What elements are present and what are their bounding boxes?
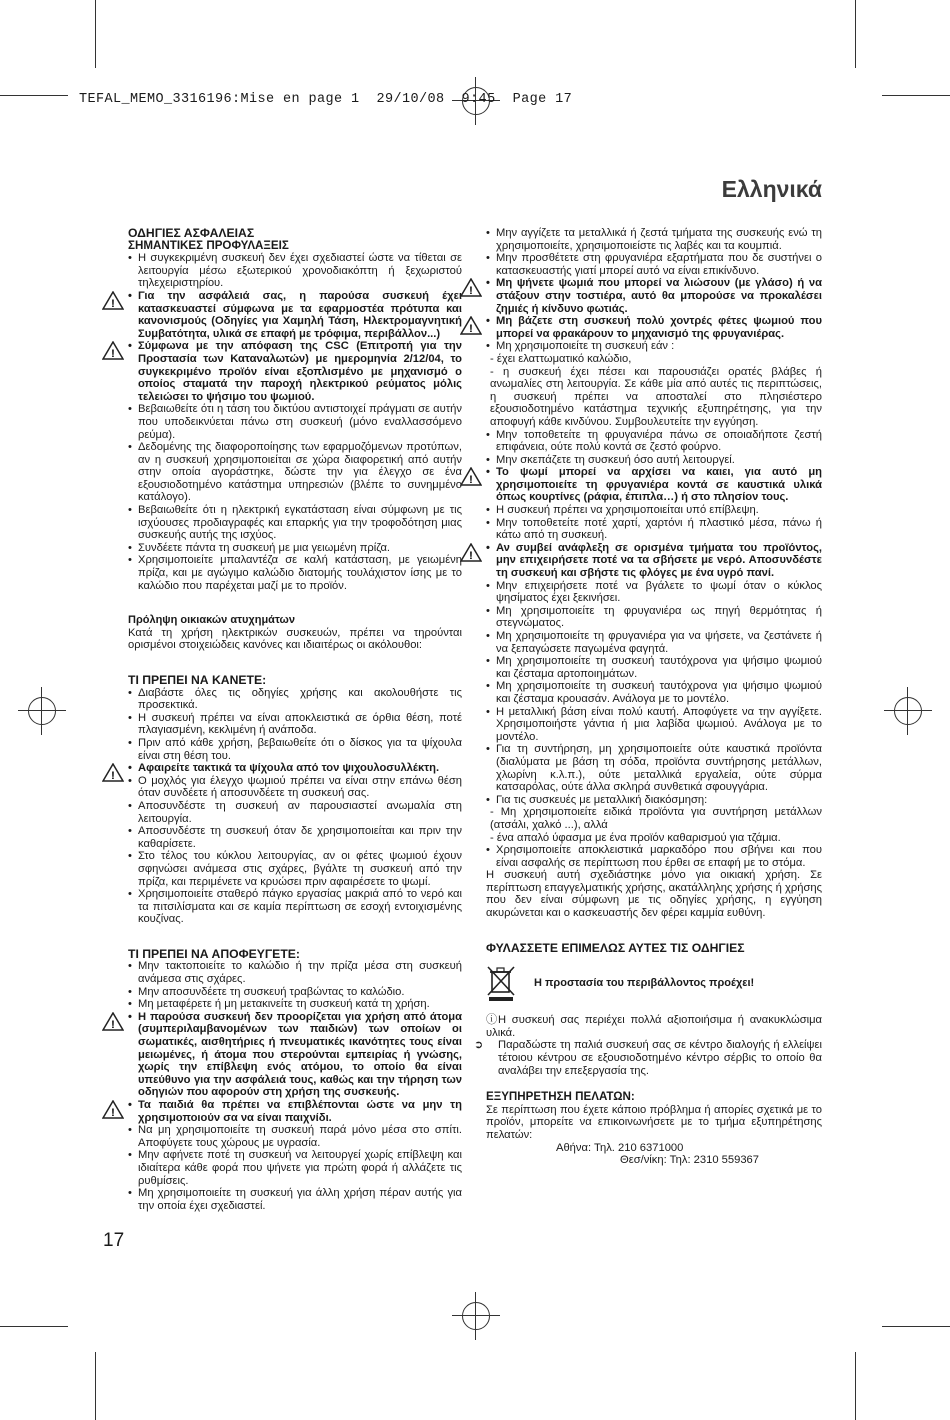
info-circle-icon: ⓘ [486, 1014, 498, 1027]
warning-triangle-icon [102, 291, 124, 310]
crop-mark [95, 1352, 96, 1420]
warning-item: • Το ψωμί μπορεί να αρχίσει να καιει, για αυτό μη χρησιμοποιείτε τη φρυγανιέρα κοντά σε καυστικά υλικά όπως κουρτίνες (ράφια, έπιπλα…) ή στο πλησίον τους. ! [486, 466, 822, 504]
list-item: • Η μεταλλική βάση είναι πολύ καυτή. Αποφύγετε να την αγγίξετε. Χρησιμοποιήστε γάντια ή μια λαβίδα ψωμιού. Ανάλογα με το μοντέλο. [486, 706, 822, 744]
list-item: • Στο τέλος του κύκλου λειτουργίας, αν οι φέτες ψωμιού έχουν σφηνώσει ανάμεσα στις σχάρες, βγάλτε τη συσκευή από την πρίζα, και περιμένετε να κρυώσει πριν αφαιρέσετε το ψωμί. [128, 850, 462, 888]
list-item: • Ο μοχλός για έλεγχο ψωμιού πρέπει να είναι στην επάνω θέση όταν συνδέετε ή αποσυνδέετε τη συσκευή σας. [128, 775, 462, 800]
dash-item: - η συσκευή έχει πέσει και παρουσιάζει ορατές βλάβες ή ανωμαλίες στη λειτουργία. Σε κάθε μία από αυτές τις περιπτώσεις, η συσκευή πρέπει να αποσταλεί στο πλησιέστερο εξουσιοδοτημένο κατάστημα τεχνικής εξυπηρέτησης, για την αποφυγή κάθε κινδύνου. Συμβουλευτείτε την εγγύηση. [490, 365, 822, 428]
do-list [111, 686, 462, 926]
customer-service-title: ΕΞΥΠΗΡΕΤΗΣΗ ΠΕΛΑΤΩΝ: [486, 1090, 635, 1104]
svg-text:!: ! [469, 549, 473, 562]
warning-item: • Μη βάζετε στη συσκευή πολύ χοντρές φέτες ψωμιού που μπορεί να φρακάρουν το μηχανισμό της φρυγανιέρας. ! [486, 315, 822, 340]
print-slug: TEFAL_MEMO_3316196:Mise en page 1 29/10/08 9:45 Page 17 [79, 92, 573, 107]
svg-text:!: ! [469, 474, 473, 487]
list-item: • Μην τοποθετείτε ποτέ χαρτί, χαρτόνι ή πλαστικό μέσα, πάνω ή κάτω από τη συσκευή. [486, 517, 822, 542]
keep-instructions-title: ΦΥΛΑΣΣΕΤΕ ΕΠΙΜΕΛΩΣ ΑΥΤΕΣ ΤΙΣ ΟΔΗΓΙΕΣ [486, 940, 745, 955]
right-list-a [469, 227, 822, 353]
list-item: • Χρησιμοποιείτε μπαλαντέζα σε καλή κατάσταση, με γειωμένη πρίζα, και με αγώγιμο καλώδιο διατομής τουλάχιστον ίσης με το καλώδιο που παρέχεται μαζί με το προϊόν. [128, 554, 462, 592]
warning-item: • Αφαιρείτε τακτικά τα ψίχουλα από τον ψιχουλοσυλλέκτη. ! [128, 762, 462, 775]
warning-triangle-icon [102, 763, 124, 782]
recycle-arrow-icon: ➲ [474, 1039, 484, 1052]
list-item: • Βεβαιωθείτε ότι η ηλεκτρική εγκατάσταση είναι σύμφωνη με τις ισχύουσες προδιαγραφές και επαρκής για την τροφοδότηση μιας συσκευής αυτής της ισχύος. [128, 504, 462, 542]
warning-triangle-icon [102, 341, 124, 360]
svg-text:!: ! [111, 1107, 115, 1119]
crop-mark [0, 95, 68, 96]
crop-mark [855, 1352, 856, 1420]
list-item: • Για τις συσκευές με μεταλλική διακόσμηση: [486, 794, 822, 807]
crop-mark [855, 0, 856, 68]
right-column [469, 227, 822, 1167]
list-item: • Η συσκευή πρέπει να είναι αποκλειστικά σε όρθια θέση, ποτέ πλαγιασμένη, κεκλιμένη ή ανάποδα. [128, 712, 462, 737]
list-item: • Μη χρησιμοποιείτε τη συσκευή για άλλη χρήση πέραν αυτής για την οποία έχει σχεδιαστεί. [128, 1187, 462, 1212]
list-item: • Μην σκεπάζετε τη συσκευή όσο αυτή λειτουργεί. [486, 454, 822, 467]
svg-text:!: ! [111, 770, 115, 783]
right-dash-list-b [486, 806, 822, 844]
environment-row [486, 964, 822, 1002]
list-item: • Πριν από κάθε χρήση, βεβαιωθείτε ότι ο δίσκος για τα ψίχουλα είναι στη θέση του. [128, 737, 462, 762]
crop-mark [95, 0, 96, 68]
svg-text:!: ! [469, 285, 473, 298]
important-list [111, 252, 462, 592]
list-item: • Μη χρησιμοποιείτε τη συσκευή εάν : [486, 340, 822, 353]
prevention-text: Κατά τη χρήση ηλεκτρικών συσκευών, πρέπει να τηρούνται ορισμένοι στοιχειώδεις κανόνες και ιδιαιτέρως οι ακόλουθοι: [128, 626, 462, 652]
right-list-b [469, 428, 822, 807]
warning-triangle-icon [460, 278, 482, 297]
crop-mark [882, 1326, 950, 1327]
language-title: Ελληνικά [721, 176, 822, 202]
list-item: • Αποσυνδέστε τη συσκευή αν παρουσιαστεί ανωμαλία στη λειτουργία. [128, 800, 462, 825]
environment-line-1: ⓘΗ συσκευή σας περιέχει πολλά αξιοποιήσιμα ή ανακυκλώσιμα υλικά. [486, 1014, 822, 1039]
list-item: • Για τη συντήρηση, μη χρησιμοποιείτε ούτε καυστικά προϊόντα (διαλύματα με βάση τη σόδα, προϊόντα συντήρησης μετάλλων, χλωρίνη κ.λ.π.), ούτε μεταλλικά εργαλεία, ούτε σύρμα κατσαρόλας, ούτε άλλα σκληρά συνθετικά σφουγγάρια. [486, 743, 822, 793]
right-dash-list-a [486, 353, 822, 429]
prevention-title: Πρόληψη οικιακών ατυχημάτων [128, 614, 295, 627]
svg-text:!: ! [111, 1018, 115, 1031]
crossed-out-bin-icon [486, 964, 516, 1002]
warning-item: • Για την ασφάλειά σας, η παρούσα συσκευή έχει κατασκευαστεί σύμφωνα με τα εφαρμοστέα πρότυπα και κανονισμούς (Οδηγίες για Χαμηλή Τάση, Ηλεκτρομαγνητική Συμβατότητα, υλικά σε επαφή με τρόφιμα, περιβάλλον...) ! [128, 290, 462, 340]
list-item: • Μη χρησιμοποιείτε τη φρυγανιέρα για να ψήσετε, να ζεστάνετε ή να ξεπαγώσετε παγωμένα φαγητά. [486, 630, 822, 655]
marker-item: • Χρησιμοποιείτε αποκλειστικά μαρκαδόρο που σβήνει και που είναι ασφαλής σε περίπτωση που έρθει σε επαφή με το στόμα. [486, 844, 822, 869]
warning-item: • Η παρούσα συσκευή δεν προορίζεται για χρήση από άτομα (συμπεριλαμβανομένων των παιδιών) των οποίων οι σωματικές, αισθητήριες ή πνευματικές ικανότητες τους είναι μειωμένες, ή άτομα που στερούνται εμπειρίας ή γνώσης, χωρίς την επίβλεψη ενός ατόμου, το οποίο θα είναι υπεύθυνο για την ασφάλειά τους, καθώς και την τήρηση των οδηγιών που αφορούν στη χρήση της συσκευής. ! [128, 1011, 462, 1099]
warning-item: • Μη ψήνετε ψωμιά που μπορεί να λιώσουν (με γλάσο) ή να στάξουν στην τοστιέρα, αυτό θα μπορούσε να προκαλέσει ζημιές ή κίνδυνο φωτιάς. ! [486, 277, 822, 315]
svg-text:!: ! [111, 297, 115, 310]
crop-mark [882, 95, 950, 96]
avoid-title: ΤΙ ΠΡΕΠΕΙ ΝΑ ΑΠΟΦΕΥΓΕΤΕ: [128, 946, 300, 961]
phone-athens: Αθήνα: Τηλ. 210 6371000 [556, 1141, 684, 1154]
warning-item: • Τα παιδιά θα πρέπει να επιβλέπονται ώστε να μην τη χρησιμοποιούν σα να είναι παιχνίδι. ! [128, 1099, 462, 1124]
list-item: • Μη χρησιμοποιείτε τη φρυγανιέρα ως πηγή θερμότητας ή στεγνώματος. [486, 605, 822, 630]
list-item: • Μη μεταφέρετε ή μη μετακινείτε τη συσκευή κατά τη χρήση. [128, 998, 462, 1011]
list-item: • Χρησιμοποιείτε σταθερό πάγκο εργασίας μακριά από το νερό και τα πιτσιλίσματα και σε καμία περίπτωση σε εσοχή εντοιχισμένης κουζίνας. [128, 888, 462, 926]
do-title: ΤΙ ΠΡΕΠΕΙ ΝΑ ΚΑΝΕΤΕ: [128, 673, 267, 687]
registration-mark-left [24, 693, 60, 729]
safety-section-title: ΟΔΗΓΙΕΣ ΑΣΦΑΛΕΙΑΣ [128, 226, 255, 240]
svg-text:!: ! [111, 348, 115, 361]
warning-item: • Σύμφωνα με την απόφαση της CSC (Επιτροπή για την Προστασία των Καταναλωτών) με ημερομηνία 2/12/04, το συγκεκριμένο προϊόν είναι εξοπλισμένο με μηχανισμό ο οποίος σταματά την παροχή ηλεκτρικού ρεύματος μόλις τελειώσει το ψήσιμο του ψωμιού. ! [128, 340, 462, 403]
page-number: 17 [103, 1230, 125, 1251]
household-text: Η συσκευή αυτή σχεδιάστηκε μόνο για οικιακή χρήση. Σε περίπτωση επαγγελματικής χρήσης, ακατάλληλης χρήσης ή χρήσης που δεν είναι σύμφωνη με τις οδηγίες χρήσης, η εγγύηση ακυρώνεται και ο κασκευαστής δεν φέρει καμμία ευθύνη. [486, 869, 822, 920]
warning-triangle-icon [102, 1012, 124, 1031]
list-item: • Η συγκεκριμένη συσκευή δεν έχει σχεδιαστεί ώστε να τίθεται σε λειτουργία μέσω εξωτερικού χρονοδιακόπτη ή ξεχωριστού τηλεχειριστηρίου. [128, 252, 462, 290]
registration-mark-right [890, 693, 926, 729]
dash-item: - έχει ελαττωματικό καλώδιο, [490, 352, 632, 365]
list-item: • Να μη χρησιμοποιείτε τη συσκευή παρά μόνο μέσα στο σπίτι. Αποφύγετε τους χώρους με υγρασία. [128, 1124, 462, 1149]
list-item: • Διαβάστε όλες τις οδηγίες χρήσης και ακολουθήστε τις προσεκτικά. [128, 687, 462, 712]
list-item: • Μην προσθέτετε στη φρυγανιέρα εξαρτήματα που δε συστήνει ο κατασκευαστής γιατί μπορεί αυτό να είναι επικίνδυνο. [486, 252, 822, 277]
crop-mark [0, 1326, 68, 1327]
list-item: • Μη χρησιμοποιείτε τη συσκευή ταυτόχρονα για ψήσιμο ψωμιού και ζέσταμα κρουασάν. Ανάλογα με το μοντέλο. [486, 680, 822, 705]
list-item: • Μην αγγίζετε τα μεταλλικά ή ζεστά τμήματα της συσκευής ενώ τη χρησιμοποιείτε, χρησιμοποιείστε τις λαβές και τα κουμπιά. [486, 227, 822, 252]
list-item: • Μην αποσυνδέετε τη συσκευή τραβώντας το καλώδιο. [128, 986, 462, 999]
list-item: • Η συσκευή πρέπει να χρησιμοποιείται υπό επίβλεψη. [486, 504, 822, 517]
avoid-list [111, 960, 462, 1212]
list-item: • Βεβαιωθείτε ότι η τάση του δικτύου αντιστοιχεί πράγματι σε αυτήν που υποδεικνύεται πάνω στη συσκευή (μόνο εναλλασσόμενο ρεύμα). [128, 403, 462, 441]
warning-item: • Αν συμβεί ανάφλεξη σε ορισμένα τμήματα του προϊόντος, μην επιχειρήσετε ποτέ να τα σβήσετε με νερό. Αποσυνδέστε τη συσκευή και σβήστε τις φλόγες με ένα υγρό πανί. ! [486, 542, 822, 580]
list-item: • Μην επιχειρήσετε ποτέ να βγάλετε το ψωμί όταν ο κύκλος ψησίματος έχει ξεκινήσει. [486, 580, 822, 605]
warning-triangle-icon [460, 467, 482, 486]
list-item: • Μην τοποθετείτε τη φρυγανιέρα πάνω σε οποιαδήποτε ζεστή επιφάνεια, ούτε πολύ κοντά σε ζεστό φούρνο. [486, 429, 822, 454]
left-column [111, 226, 462, 1212]
customer-service-text: Σε περίπτωση που έχετε κάποιο πρόβλημα ή απορίες σχετικά με το προϊόν, μπορείτε να επικοινωνήσετε με το τμήμα εξυπηρέτησης πελατών: [486, 1103, 822, 1141]
environment-line-2: ➲ Παραδώστε τη παλιά συσκευή σας σε κέντρο διαλογής ή ελλείψει τέτοιου κέντρου σε εξουσιοδοτημένο κέντρο σέρβις το οποίο θα αναλάβει την επεξεργασία της. [474, 1039, 822, 1077]
list-item: • Μη χρησιμοποιείτε τη συσκευή ταυτόχρονα για ψήσιμο ψωμιού και ζέσταμα αρτοποιημάτων. [486, 655, 822, 680]
dash-item: - ένα απαλό ύφασμα με ένα προϊόν καθαρισμού για τζάμια. [490, 831, 781, 844]
list-item: • Δεδομένης της διαφοροποίησης των εφαρμοζόμενων προτύπων, αν η συσκευή χρησιμοποιείται σε χώρα διαφορετική από αυτήν στην οποία αγοράστηκε, δώστε την για έλεγχο σε ένα εξουσιοδοτημένο κατάστημα υπηρεσιών (βλέπε το συνημμένο κατάλογο). [128, 441, 462, 504]
warning-triangle-icon [102, 1100, 124, 1119]
list-item: • Μην αφήνετε ποτέ τη συσκευή να λειτουργεί χωρίς επίβλεψη και ιδιαίτερα κάθε φορά που ψήνετε για πρώτη φορά ή αλλάζετε τις ρυθμίσεις. [128, 1149, 462, 1187]
important-title: ΣΗΜΑΝΤΙΚΕΣ ΠΡΟΦΥΛΑΞΕΙΣ [128, 238, 289, 252]
dash-item: - Μη χρησιμοποιείτε ειδικά προϊόντα για συντήρηση μετάλλων (ατσάλι, χαλκό ...), αλλά [490, 806, 822, 831]
list-item: • Αποσυνδέστε τη συσκευή όταν δε χρησιμοποιείται και πριν την καθαρίσετε. [128, 825, 462, 850]
warning-triangle-icon [460, 543, 482, 562]
svg-text:!: ! [469, 323, 473, 336]
phone-thessaloniki: Θεσ/νίκη: Τηλ: 2310 559367 [620, 1154, 759, 1167]
registration-mark-bottom [458, 1298, 494, 1334]
list-item: • Μην τακτοποιείτε το καλώδιο ή την πρίζα μέσα στη συσκευή ανάμεσα στις σχάρες. [128, 960, 462, 985]
warning-triangle-icon [460, 316, 482, 335]
environment-title: Η προστασία του περιβάλλοντος προέχει! [534, 976, 755, 989]
list-item: • Συνδέετε πάντα τη συσκευή με μια γειωμένη πρίζα. [128, 542, 462, 555]
